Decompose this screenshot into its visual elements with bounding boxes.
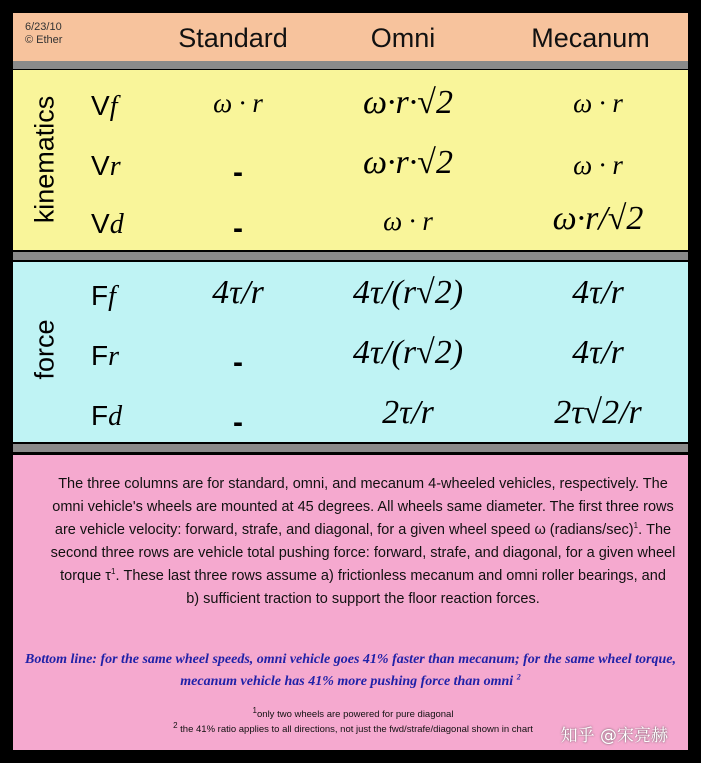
notes-paragraph <box>43 473 683 611</box>
author-text: © Ether <box>25 34 63 46</box>
date-stamp <box>25 21 62 47</box>
cell-fd-omni: 2τ/r <box>382 394 434 431</box>
kinematics-label: kinematics <box>29 95 60 224</box>
cell-vf-standard: ω · r <box>213 88 263 118</box>
cell-vd-standard: - <box>233 212 243 245</box>
date-text: 6/23/10 <box>25 21 62 33</box>
cell-ff-standard: 4τ/r <box>212 274 264 311</box>
footnote-ref-1b: 1 <box>110 567 116 577</box>
row-label-vf <box>91 90 151 123</box>
row-label-main: F <box>91 280 109 311</box>
watermark-text: 知乎 @宋亮赫 <box>560 726 668 746</box>
notes-text-1: The three columns are for standard, omni, and mecanum 4-wheeled vehicles, respectively. The omni vehicle's wheels are mounted at 45 degrees. All wheels same diameter. The first three rows are vehicle velocity: forward, strafe, and diagonal, for a given wheel speed ω (radians/sec) <box>52 476 674 538</box>
row-label-sub: f <box>108 281 116 312</box>
row-label-sub: f <box>109 91 118 122</box>
cell-ff-omni: 4τ/(r√2) <box>352 274 464 311</box>
footnote-2-number: 2 <box>173 720 178 730</box>
cell-vd-omni: ω · r <box>383 206 433 236</box>
row-label-main: V <box>91 208 110 239</box>
force-label: force <box>29 319 60 380</box>
footnote-2-text: the 41% ratio applies to all directions, not just the fwd/strafe/diagonal shown in chart <box>180 724 533 735</box>
force-section <box>13 262 688 442</box>
row-label-main: V <box>91 90 110 121</box>
column-header-mecanum: Mecanum <box>531 23 650 53</box>
notes-section <box>13 455 688 750</box>
row-label-ff <box>91 280 151 313</box>
column-header-omni: Omni <box>370 23 436 53</box>
header-band <box>13 13 688 61</box>
row-label-vr <box>91 150 151 183</box>
cell-fd-mecanum: 2τ√2/r <box>554 394 642 431</box>
column-header-standard: Standard <box>178 23 288 53</box>
row-label-fd <box>91 400 151 433</box>
cell-vf-omni: ω·r·√2 <box>363 84 453 121</box>
row-label-fr <box>91 340 151 373</box>
cell-ff-mecanum: 4τ/r <box>572 274 624 311</box>
divider-top <box>13 61 688 69</box>
footnote-2 <box>73 720 633 735</box>
row-label-sub: d <box>108 401 123 432</box>
cell-vr-mecanum: ω · r <box>573 150 623 180</box>
divider-middle <box>13 252 688 260</box>
row-label-sub: d <box>109 209 124 240</box>
footnote-1 <box>73 705 633 720</box>
cell-vf-mecanum: ω · r <box>573 88 623 118</box>
footnote-1-number: 1 <box>252 705 257 715</box>
cell-vd-mecanum: ω·r/√2 <box>552 200 644 237</box>
divider-bottom <box>13 444 688 452</box>
row-label-main: F <box>91 340 109 371</box>
bottom-line-text <box>23 649 678 693</box>
row-label-main: V <box>91 150 110 181</box>
cell-fr-omni: 4τ/(r√2) <box>352 334 464 371</box>
cell-fr-mecanum: 4τ/r <box>572 334 624 371</box>
bottom-line-body: Bottom line: for the same wheel speeds, omni vehicle goes 41% faster than mecanum; for the same wheel torque, mecanum vehicle has 41% more pushing force than omni <box>25 652 676 689</box>
footnote-1-text: only two wheels are powered for pure diagonal <box>257 709 454 720</box>
row-label-main: F <box>91 400 109 431</box>
footnote-ref-2: 2 <box>516 672 521 682</box>
cell-fd-standard: - <box>233 406 243 439</box>
notes-text-3: . These last three rows assume a) frictionless mecanum and omni roller bearings, and <box>115 568 666 584</box>
row-label-sub: r <box>108 341 120 372</box>
cell-vr-standard: - <box>233 156 243 189</box>
kinematics-section <box>13 70 688 250</box>
row-label-vd <box>91 208 151 241</box>
footnote-ref-1a: 1 <box>633 521 639 531</box>
row-label-sub: r <box>109 151 121 182</box>
notes-text-4: b) sufficient traction to support the floor reaction forces. <box>186 591 540 607</box>
notes-text-2: . The second three rows are vehicle total pushing force: forward, strafe, and diagonal, for a given wheel torque τ <box>50 522 676 584</box>
cell-vr-omni: ω·r·√2 <box>363 144 453 181</box>
cell-fr-standard: - <box>233 346 243 379</box>
